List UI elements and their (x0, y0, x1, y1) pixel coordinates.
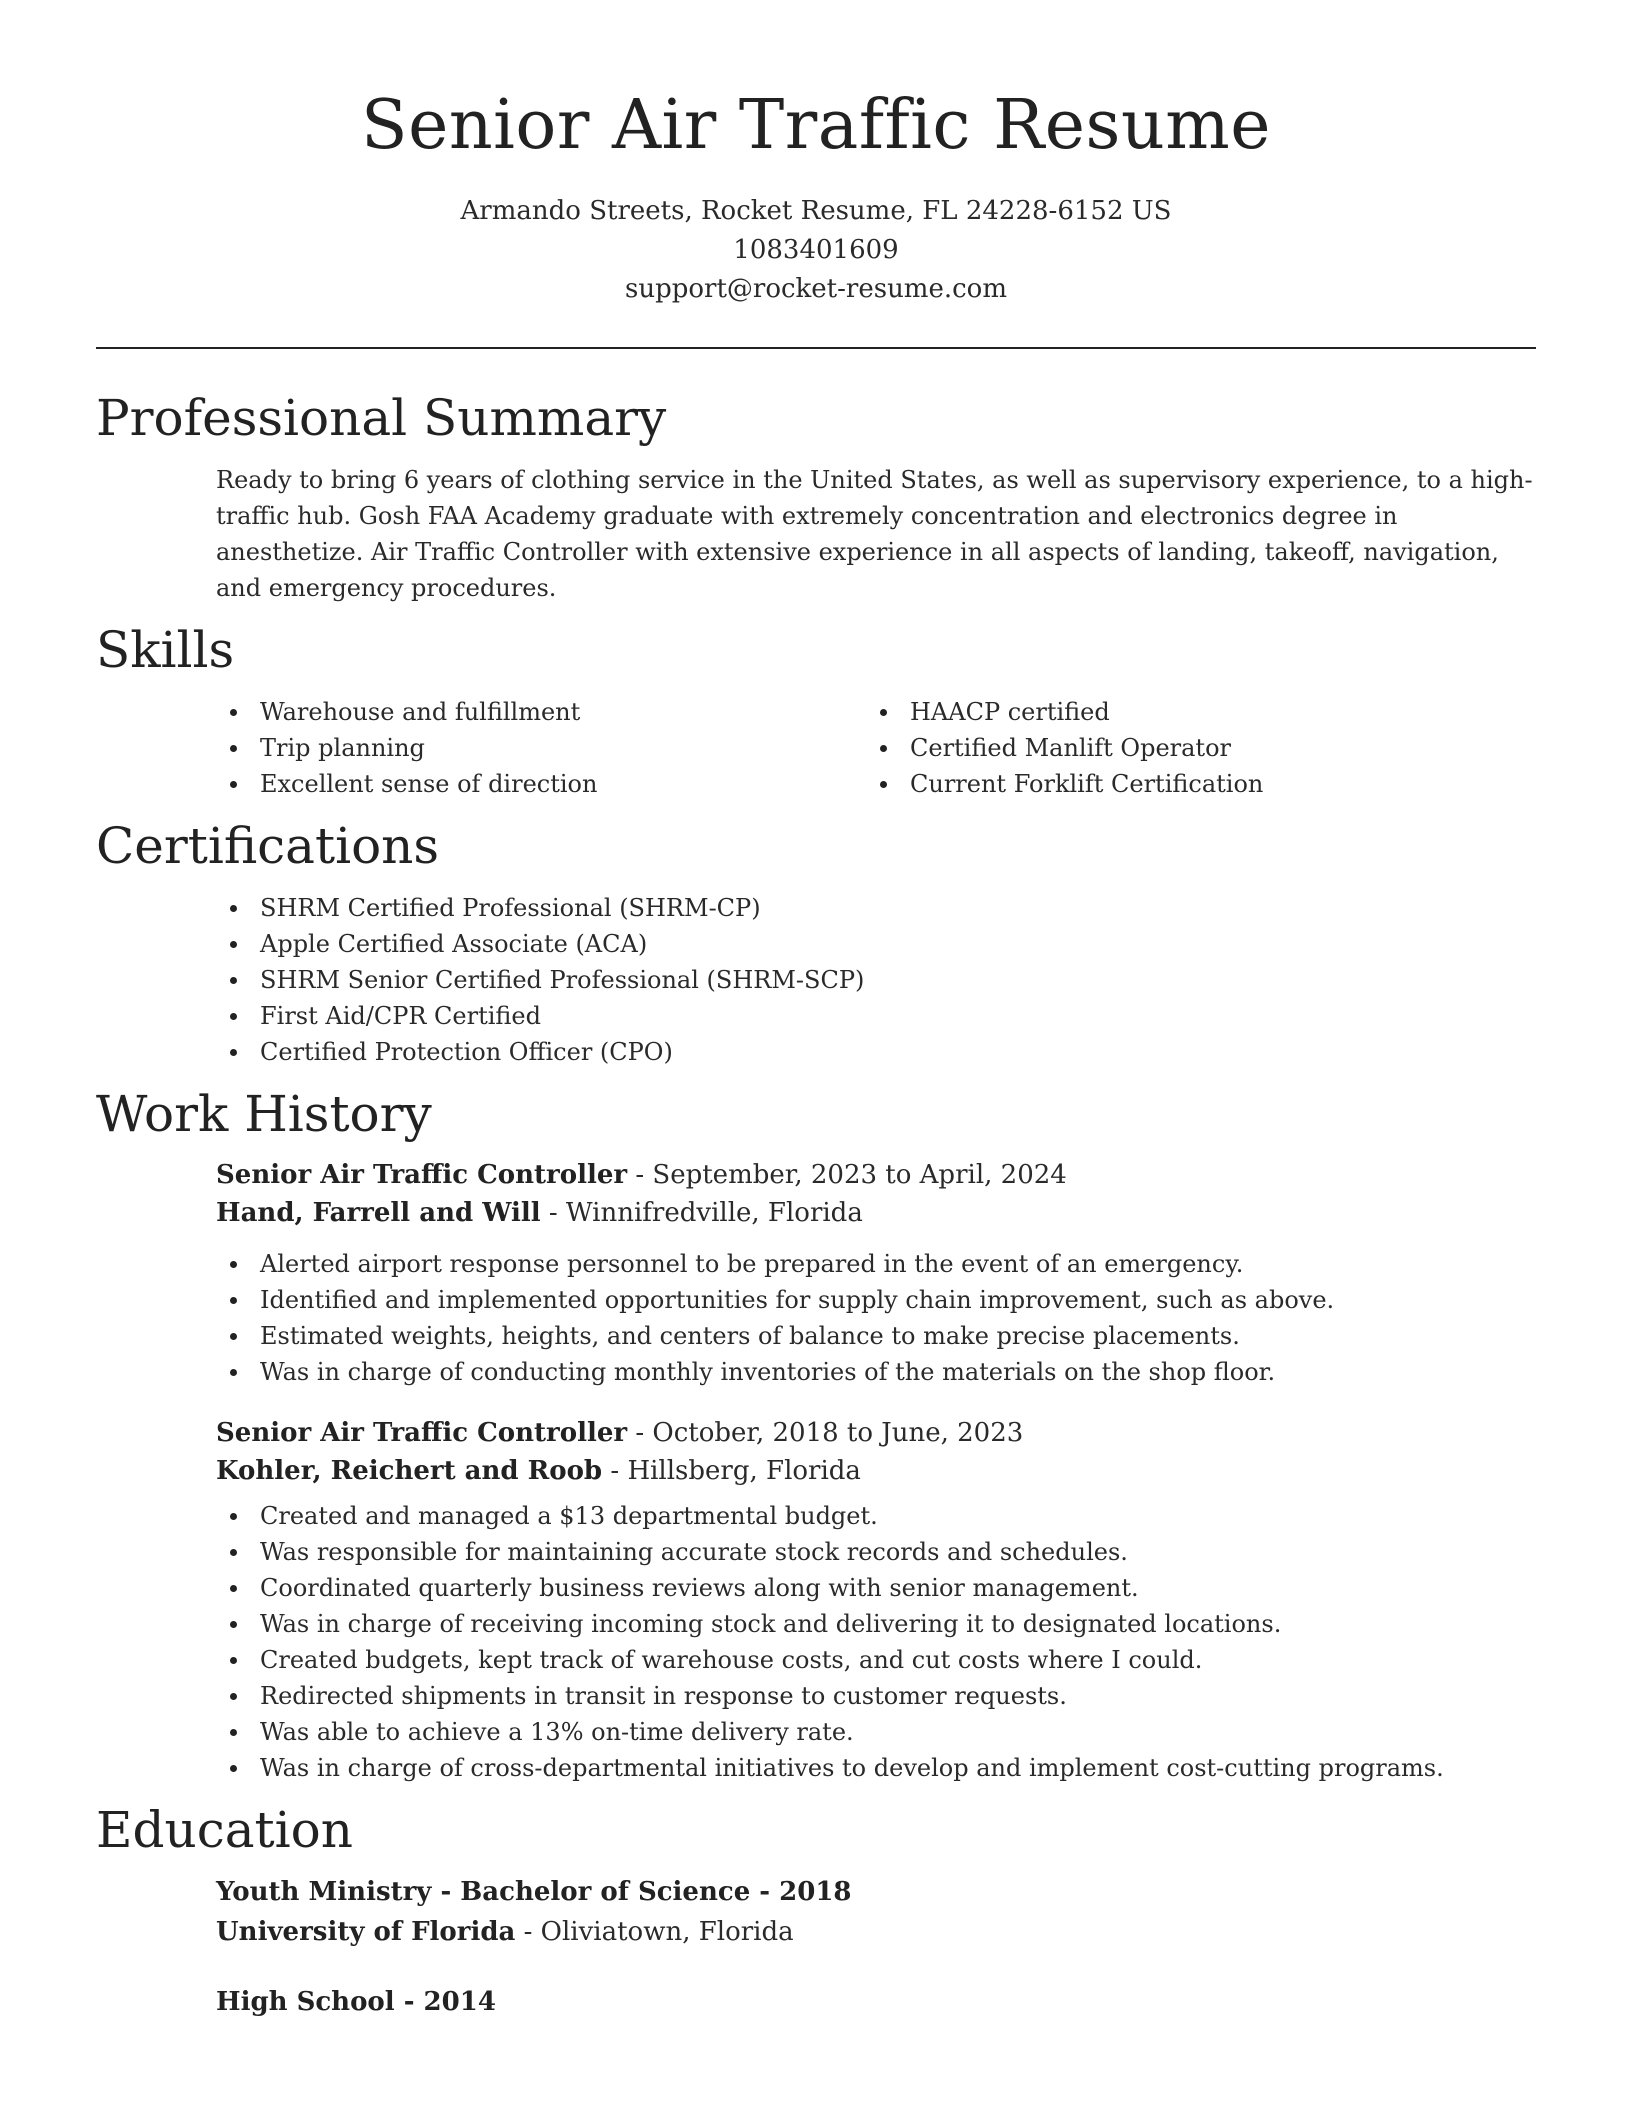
certifications-list (216, 890, 1536, 1070)
resume-title: Senior Air Traffic Resume (361, 86, 1271, 165)
resume-header (96, 0, 1536, 309)
certification-item: First Aid/CPR Certified (216, 998, 1536, 1034)
job-dates: - September, 2023 to April, 2024 (627, 1160, 1067, 1190)
job-bullets (216, 1498, 1536, 1786)
education-entry (216, 1872, 1536, 1952)
skills-list-right (866, 694, 1516, 802)
job-title: Senior Air Traffic Controller (216, 1418, 628, 1448)
skill-item: Excellent sense of direction (216, 766, 866, 802)
job-entry (216, 1156, 1536, 1390)
education-entry (216, 1982, 1536, 2022)
section-heading-skills: Skills (96, 621, 235, 679)
job-title: Senior Air Traffic Controller (216, 1160, 628, 1190)
job-location: - Winnifredville, Florida (540, 1198, 863, 1228)
job-entry (216, 1414, 1536, 1786)
certification-item: Certified Protection Officer (CPO) (216, 1034, 1536, 1070)
section-heading-work-history: Work History (96, 1085, 432, 1143)
job-bullet: Estimated weights, heights, and centers of balance to make precise placements. (216, 1318, 1536, 1354)
certification-item: Apple Certified Associate (ACA) (216, 926, 1536, 962)
job-location: - Hillsberg, Florida (602, 1456, 861, 1486)
job-bullet: Created and managed a $13 departmental budget. (216, 1498, 1536, 1534)
skill-item: Certified Manlift Operator (866, 730, 1516, 766)
education-degree-line (216, 1872, 1536, 1912)
job-bullet: Was in charge of cross-departmental initiatives to develop and implement cost-cutting programs. (216, 1750, 1536, 1786)
job-company: Hand, Farrell and Will (216, 1198, 541, 1228)
contact-block (96, 192, 1536, 309)
section-heading-certifications: Certifications (96, 817, 440, 875)
job-bullet: Coordinated quarterly business reviews along with senior management. (216, 1570, 1536, 1606)
job-bullet: Alerted airport response personnel to be prepared in the event of an emergency. (216, 1246, 1536, 1282)
summary-text: Ready to bring 6 years of clothing service in the United States, as well as supervisory experience, to a high-traffic hub. Gosh FAA Academy graduate with extremely concentration and electronics degree in anesthetize. Air Traffic Controller with extensive experience in all aspects of landing, takeoff, navigation, and emergency procedures. (216, 466, 1533, 602)
education-location: - Oliviatown, Florida (515, 1917, 794, 1947)
job-bullets (216, 1246, 1536, 1390)
job-company: Kohler, Reichert and Roob (216, 1456, 603, 1486)
certification-item: SHRM Certified Professional (SHRM-CP) (216, 890, 1536, 926)
header-divider (96, 347, 1536, 349)
job-bullet: Redirected shipments in transit in response to customer requests. (216, 1678, 1536, 1714)
job-bullet: Was able to achieve a 13% on-time delivery rate. (216, 1714, 1536, 1750)
job-bullet: Was in charge of receiving incoming stock and delivering it to designated locations. (216, 1606, 1536, 1642)
job-title-line (216, 1156, 1536, 1194)
education-school-line (216, 1912, 1536, 1952)
job-company-line (216, 1452, 1536, 1490)
skill-item: Warehouse and fulfillment (216, 694, 866, 730)
certification-item: SHRM Senior Certified Professional (SHRM-SCP) (216, 962, 1536, 998)
skill-item: Trip planning (216, 730, 866, 766)
contact-email: support@rocket-resume.com (624, 274, 1007, 304)
resume-page (96, 0, 1536, 2022)
education-degree: Youth Ministry - Bachelor of Science - 2018 (216, 1877, 852, 1907)
skill-item: HAACP certified (866, 694, 1516, 730)
job-company-line (216, 1194, 1536, 1232)
job-dates: - October, 2018 to June, 2023 (627, 1418, 1024, 1448)
skills-columns (216, 694, 1536, 802)
skill-item: Current Forklift Certification (866, 766, 1516, 802)
education-degree: High School - 2014 (216, 1987, 496, 2017)
job-title-line (216, 1414, 1536, 1452)
skills-list-left (216, 694, 866, 802)
section-heading-education: Education (96, 1801, 353, 1859)
job-bullet: Created budgets, kept track of warehouse costs, and cut costs where I could. (216, 1642, 1536, 1678)
job-bullet: Was responsible for maintaining accurate stock records and schedules. (216, 1534, 1536, 1570)
job-bullet: Identified and implemented opportunities for supply chain improvement, such as above. (216, 1282, 1536, 1318)
job-bullet: Was in charge of conducting monthly inventories of the materials on the shop floor. (216, 1354, 1536, 1390)
education-degree-line (216, 1982, 1536, 2022)
section-heading-summary: Professional Summary (96, 389, 667, 447)
contact-phone: 1083401609 (733, 235, 899, 265)
education-school: University of Florida (216, 1917, 516, 1947)
contact-address: Armando Streets, Rocket Resume, FL 24228-6152 US (460, 196, 1172, 226)
